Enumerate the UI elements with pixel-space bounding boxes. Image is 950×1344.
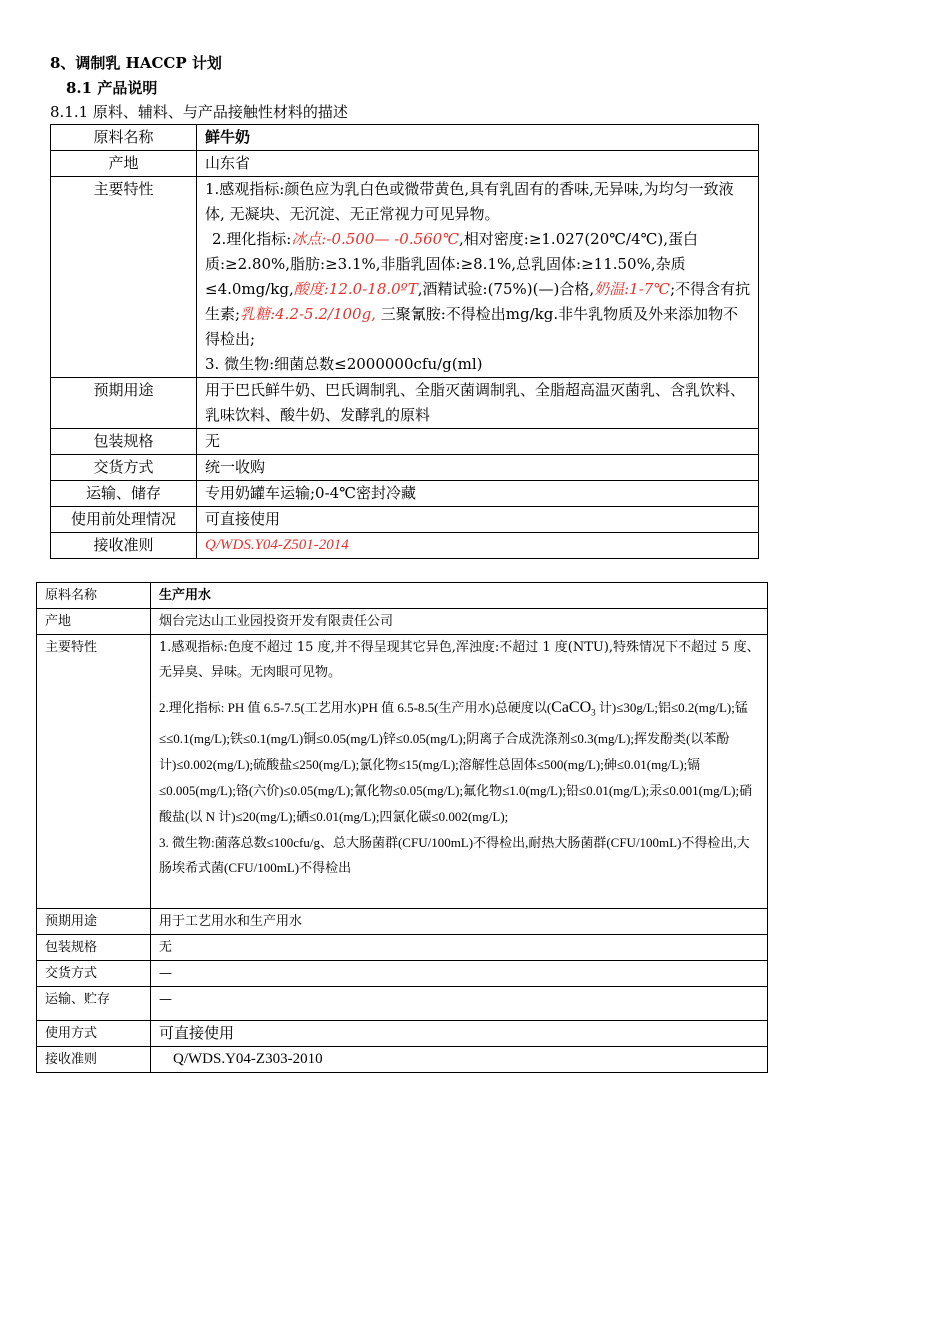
usage-value: 可直接使用 (151, 1021, 768, 1047)
table-row (51, 533, 759, 559)
table-row (51, 507, 759, 533)
table-row (51, 455, 759, 481)
section-heading: 8、调制乳 HACCP 计划 (50, 54, 222, 72)
formula-sub: 3 (591, 707, 596, 718)
pack-label: 包装规格 (37, 935, 151, 961)
use-value: 用于巴氏鲜牛奶、巴氏调制乳、全脂灭菌调制乳、全脂超高温灭菌乳、含乳饮料、乳味饮料、酸牛奶、发酵乳的原料 (197, 378, 759, 429)
table-row (51, 481, 759, 507)
accept-label: 接收准则 (51, 533, 197, 559)
use-label: 预期用途 (51, 378, 197, 429)
props-sensory: 1.感观指标:颜色应为乳白色或微带黄色,具有乳固有的香味,无异味,为均匀一致液体, 无凝块、无沉淀、无正常视力可见异物。 (205, 180, 734, 223)
transport-label: 运输、贮存 (37, 987, 151, 1021)
table-row (37, 1047, 768, 1073)
props-micro: 3. 微生物:菌落总数≤100cfu/g、总大肠菌群(CFU/100mL)不得检出,耐热大肠菌群(CFU/100mL)不得检出,大肠埃希式菌(CFU/100mL)不得检出 (159, 834, 750, 875)
table-row (51, 151, 759, 177)
delivery-label: 交货方式 (37, 961, 151, 987)
name-label: 原料名称 (51, 125, 197, 151)
usage-label: 使用方式 (37, 1021, 151, 1047)
props-micro: 3. 微生物:细菌总数≤2000000cfu/g(ml) (205, 355, 483, 373)
props-sensory: 1.感观指标:色度不超过 15 度,并不得呈现其它异色,浑浊度:不超过 1 度(NTU),特殊情况下不超过 5 度、无异臭、异味。无肉眼可见物。 (159, 640, 760, 680)
table-row (37, 583, 768, 609)
transport-value: — (151, 987, 768, 1021)
accept-label: 接收准则 (37, 1047, 151, 1073)
use-value: 用于工艺用水和生产用水 (151, 909, 768, 935)
delivery-label: 交货方式 (51, 455, 197, 481)
pack-label: 包装规格 (51, 429, 197, 455)
name-value: 鲜牛奶 (197, 125, 759, 151)
milk-temp: 奶温:1-7℃ (594, 280, 671, 298)
pack-value: 无 (197, 429, 759, 455)
table-row (37, 987, 768, 1021)
subsection-heading: 8.1 产品说明 (66, 79, 158, 97)
origin-label: 产地 (51, 151, 197, 177)
formula: CaCO (551, 699, 592, 716)
acidity: 酸度:12.0-18.0ºT (293, 280, 418, 298)
table-row (37, 935, 768, 961)
origin-value: 山东省 (197, 151, 759, 177)
table-row (37, 1021, 768, 1047)
delivery-value: 统一收购 (197, 455, 759, 481)
delivery-value: — (151, 961, 768, 987)
props-value (151, 635, 768, 909)
production-water-table (36, 582, 768, 1073)
name-label: 原料名称 (37, 583, 151, 609)
props-value (197, 177, 759, 378)
table-row (51, 429, 759, 455)
table-row (37, 609, 768, 635)
table-row (37, 961, 768, 987)
props-label: 主要特性 (37, 635, 151, 909)
accept-value: Q/WDS.Y04-Z501-2014 (197, 533, 759, 559)
props-phys: 2.理化指标:冰点:-0.500— -0.560℃,相对密度:≥1.027(20℃/4℃),蛋白质:≥2.80%,脂肪:≥3.1%,非脂乳固体:≥8.1%,总乳固体:≥11.50%,杂质≤4.0mg/kg,酸度:12.0-18.0ºT,酒精试验:(75%)(—)合格,奶温:1-7℃;不得含有抗生素;乳糖:4.2-5.2/100g, 三聚氰胺:不得检出mg/kg.非牛乳物质及外来添加物不得检出; (205, 230, 751, 348)
transport-label: 运输、储存 (51, 481, 197, 507)
fresh-milk-table (50, 124, 759, 559)
subsubsection-heading: 8.1.1 原料、辅料、与产品接触性材料的描述 (50, 103, 348, 121)
origin-label: 产地 (37, 609, 151, 635)
table-row (37, 909, 768, 935)
name-value: 生产用水 (151, 583, 768, 609)
freeze-point: 冰点:-0.500— -0.560℃ (291, 230, 459, 248)
props-phys: 2.理化指标: PH 值 6.5-7.5(工艺用水)PH 值 6.5-8.5(生产用水)总硬度以(CaCO$_3$ 计)≤30g/L;铝≤0.2(mg/L);锰≤≤0.1(mg/L);铁≤0.1(mg/L)铜≤0.05(mg/L)锌≤0.05(mg/L);阴离子合成洗涤剂≤0.3(mg/L);挥发酚类(以苯酚计)≤0.002(mg/L);硫酸盐≤250(mg/L);氯化物≤15(mg/L);溶解性总固体≤500(mg/L);砷≤0.01(mg/L);镉≤0.005(mg/L);铬(六价)≤0.05(mg/L);氰化物≤0.05(mg/L);氟化物≤1.0(mg/L);铅≤0.01(mg/L);汞≤0.001(mg/L);硝酸盐(以 N 计)≤20(mg/L);硒≤0.01(mg/L);四氯化碳≤0.002(mg/L); (159, 699, 753, 824)
table-row (51, 177, 759, 378)
table-row (51, 378, 759, 429)
table-row (51, 125, 759, 151)
table-row (37, 635, 768, 909)
pre-label: 使用前处理情况 (51, 507, 197, 533)
use-label: 预期用途 (37, 909, 151, 935)
origin-value: 烟台完达山工业园投资开发有限责任公司 (151, 609, 768, 635)
transport-value: 专用奶罐车运输;0-4℃密封冷藏 (197, 481, 759, 507)
lactose: 乳糖:4.2-5.2/100g, (240, 305, 376, 323)
props-label: 主要特性 (51, 177, 197, 378)
pack-value: 无 (151, 935, 768, 961)
accept-value: Q/WDS.Y04-Z303-2010 (151, 1047, 768, 1073)
pre-value: 可直接使用 (197, 507, 759, 533)
